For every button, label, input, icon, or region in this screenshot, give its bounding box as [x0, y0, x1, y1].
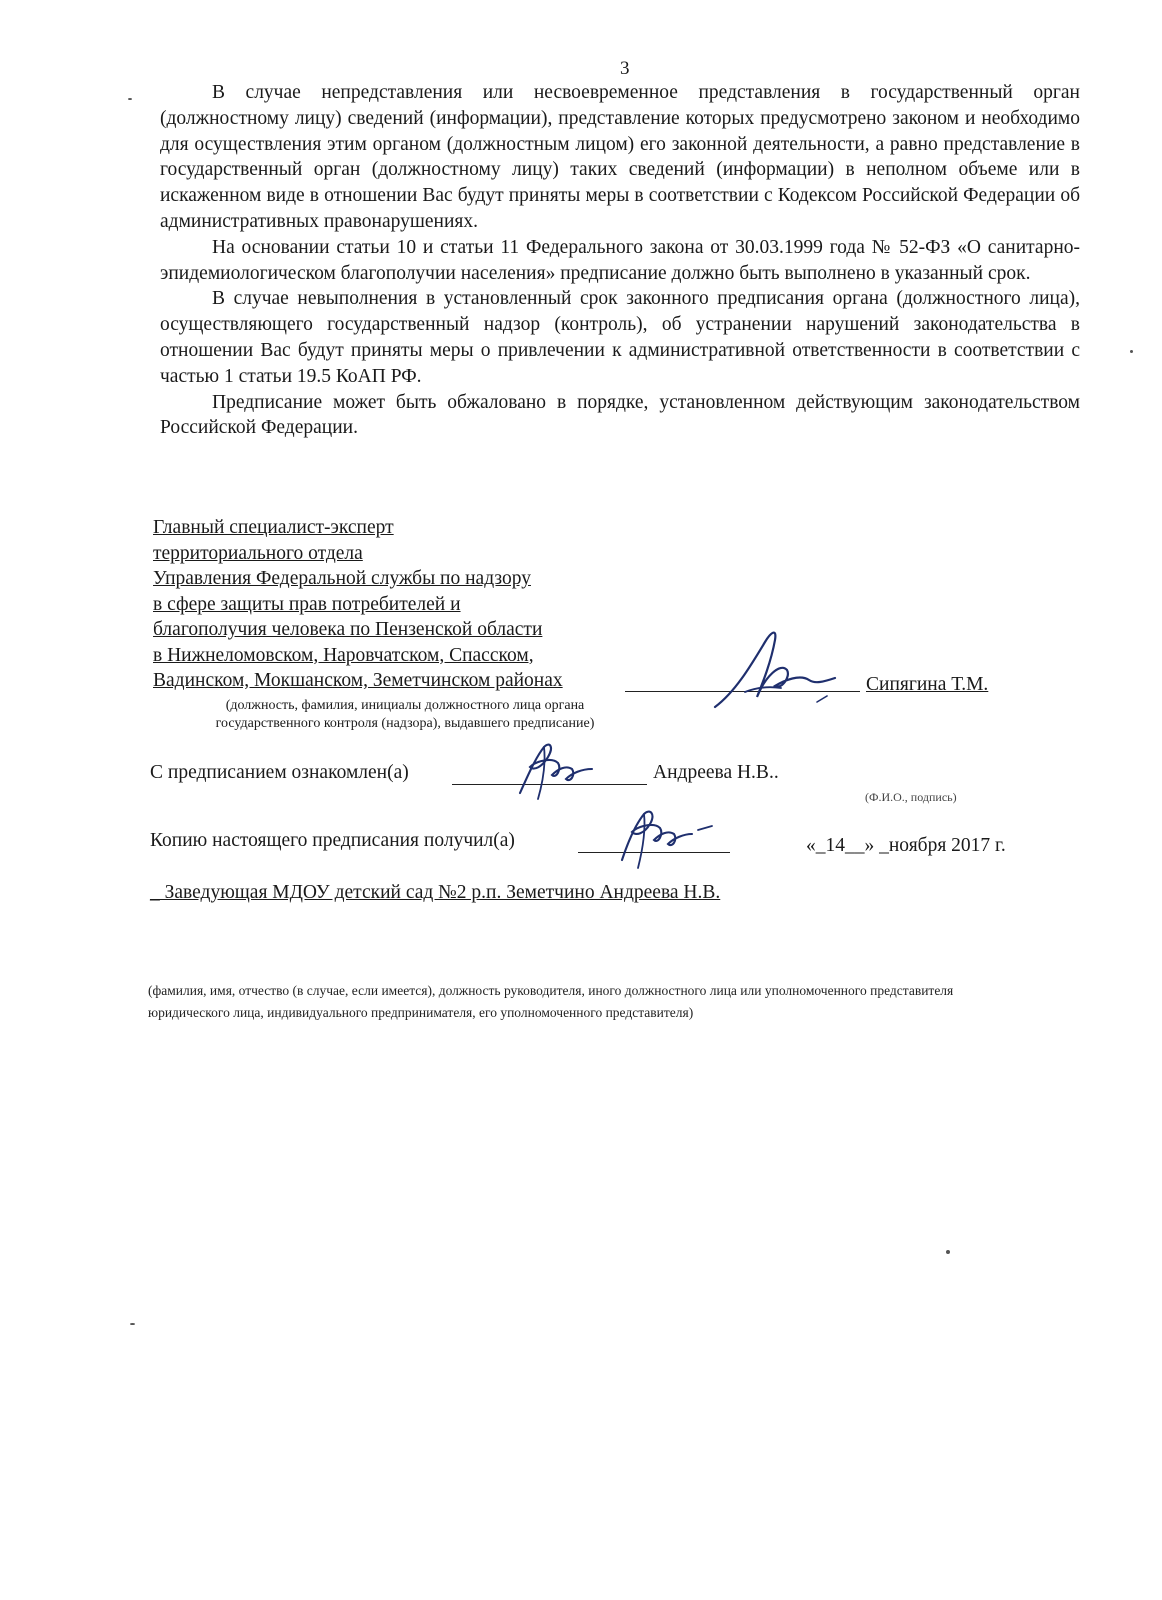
paragraph-legal-basis: На основании статьи 10 и статьи 11 Федерального закона от 30.03.1999 года № 52-ФЗ «О санитарно-эпидемиологическом благополучии населения» предписание должно быть выполнено в указанный срок.	[160, 236, 1080, 284]
scan-speck	[128, 98, 132, 100]
paragraph-noncompliance: В случае невыполнения в установленный срок законного предписания органа (должностного лица), осуществляющего государственный надзор (контроль), об устранении нарушений законодательства в отношении Вас будут приняты меры о привлечении к административной ответственности в соответствии с частью 1 статьи 19.5 КоАП РФ.	[160, 288, 1080, 387]
signer-line: в сфере защиты прав потребителей и	[153, 593, 461, 615]
scan-speck	[1130, 350, 1133, 353]
inspector-signature	[705, 622, 845, 717]
fio-caption: (Ф.И.О., подпись)	[865, 790, 957, 804]
inspector-name: Сипягина Т.М.	[866, 674, 989, 695]
acknowledgement-label: С предписанием ознакомлен(а)	[150, 762, 409, 783]
page-number: 3	[620, 58, 630, 79]
copy-signature	[600, 800, 720, 875]
signer-line: Главный специалист-эксперт	[153, 517, 394, 538]
acknowledgement-name: Андреева Н.В..	[653, 762, 779, 783]
paragraph-appeal: Предписание может быть обжаловано в порядке, установленном действующим законодательством Российской Федерации.	[160, 391, 1080, 439]
signer-line: благополучия человека по Пензенской области	[153, 619, 543, 640]
acknowledgement-signature	[500, 735, 600, 805]
recipient-name: _ Заведующая МДОУ детский сад №2 р.п. Земетчино Андреева Н.В.	[150, 882, 721, 903]
paragraph-penalty-info: В случае непредставления или несвоевременное представления в государственный орган (должностному лицу) сведений (информации), представление которых предусмотрено законом и необходимо для осуществления этим органом (должностным лицом) его законной деятельности, а равно представление в государственный орган (должностному лицу) таких сведений (информации) в неполном объеме или в искаженном виде в отношении Вас будут приняты меры в соответствии с Кодексом Российской Федерации об административных правонарушениях.	[160, 82, 1080, 232]
scan-speck	[130, 1323, 135, 1325]
signer-caption: (должность, фамилия, инициалы должностного лица органа государственного контроля (надзора), выдавшего предписание)	[215, 698, 595, 731]
recipient-caption: (фамилия, имя, отчество (в случае, если имеется), должность руководителя, иного должностного лица или уполномоченного представителя юридического лица, индивидуального предпринимателя, его уполномоченного представителя)	[148, 983, 954, 1020]
signer-line: территориального отдела	[153, 542, 363, 564]
signer-line: Вадинском, Мокшанском, Земетчинском районах	[153, 670, 563, 691]
body-text	[160, 80, 1080, 441]
signer-position	[153, 515, 653, 694]
scan-speck	[946, 1250, 950, 1254]
signer-line: Управления Федеральной службы по надзору	[153, 568, 531, 589]
copy-received-label: Копию настоящего предписания получил(а)	[150, 830, 515, 851]
signer-line: в Нижнеломовском, Наровчатском, Спасском,	[153, 644, 534, 666]
copy-date: «_14__» _ноября 2017 г.	[806, 835, 1006, 856]
